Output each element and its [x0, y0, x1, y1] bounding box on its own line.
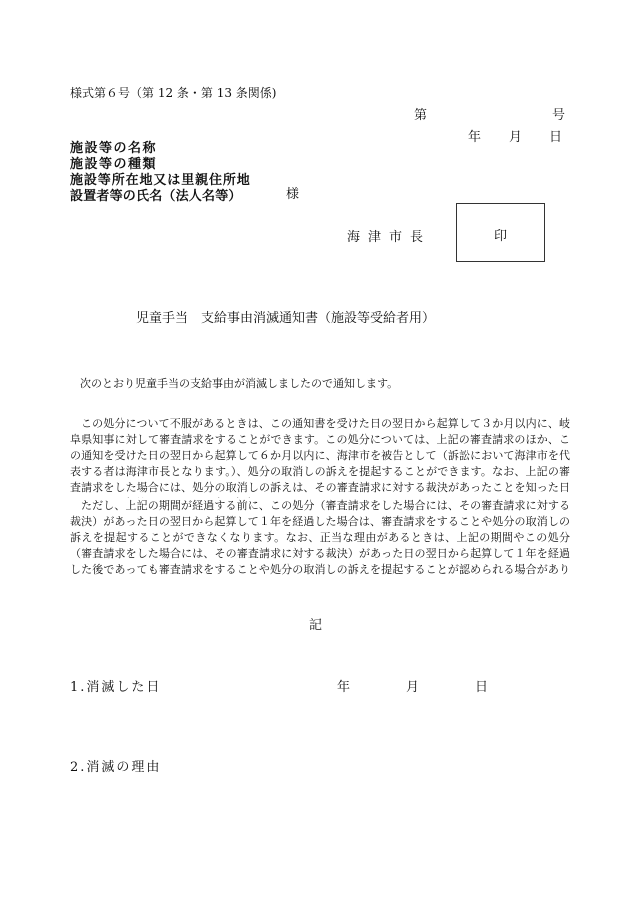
facility-owner-label: 設置者等の氏名（法人名等） — [70, 189, 242, 204]
appeal-paragraph-2: ただし、上記の期間が経過する前に、この処分（審査請求をした場合には、その審査請求に対する裁決）があった日の翌日から起算して１年を経過した場合は、審査請求をすることや処分の取消しの訴えを提起することができなくなります。なお、正当な理由があるときは、上記の期間やこの処分（審査請求をした場合には、その審査請求に対する裁決）があった日の翌日から起算して１年を経過した後であっても審査請求をすることや処分の取消しの訴えを提起することが認められる場合があり — [70, 499, 570, 576]
extinction-date-day: 日 — [475, 680, 489, 695]
form-number: 様式第６号（第 12 条・第 13 条関係) — [70, 86, 277, 100]
mayor-label: 海津市長 — [347, 230, 432, 245]
issue-date-year: 年 — [468, 130, 482, 145]
honorific-sama: 様 — [286, 187, 300, 202]
extinction-date-year: 年 — [337, 680, 351, 695]
item-extinction-reason-label: 2.消滅の理由 — [70, 760, 162, 775]
document-title: 児童手当 支給事由消滅通知書（施設等受給者用） — [136, 311, 436, 326]
ki-heading: 記 — [309, 618, 323, 633]
item-extinction-date-label: 1.消滅した日 — [70, 680, 162, 695]
issue-date-day: 日 — [549, 130, 563, 145]
appeal-paragraph-1: この処分について不服があるときは、この通知書を受けた日の翌日から起算して３か月以内に、岐阜県知事に対して審査請求をすることができます。この処分については、上記の審査請求のほか、この通知を受けた日の翌日から起算して６か月以内に、海津市を被告として（訴訟において海津市を代表する者は海津市長となります。）、処分の取消しの訴えを提起することができます。なお、上記の審査請求をした場合には、処分の取消しの訴えは、その審査請求に対する裁決があったことを知った日 — [70, 417, 570, 494]
intro-text: 次のとおり児童手当の支給事由が消滅しましたので通知します。 — [80, 377, 399, 390]
seal-box — [456, 203, 545, 262]
extinction-date-month: 月 — [406, 680, 420, 695]
document-number-suffix: 号 — [552, 108, 566, 123]
issue-date-month: 月 — [509, 130, 523, 145]
facility-type-label: 施設等の種類 — [70, 157, 158, 172]
facility-address-label: 施設等所在地又は里親住所地 — [70, 173, 251, 188]
seal-char: 印 — [493, 229, 507, 244]
document-number-prefix: 第 — [414, 108, 428, 123]
facility-name-label: 施設等の名称 — [70, 141, 158, 156]
